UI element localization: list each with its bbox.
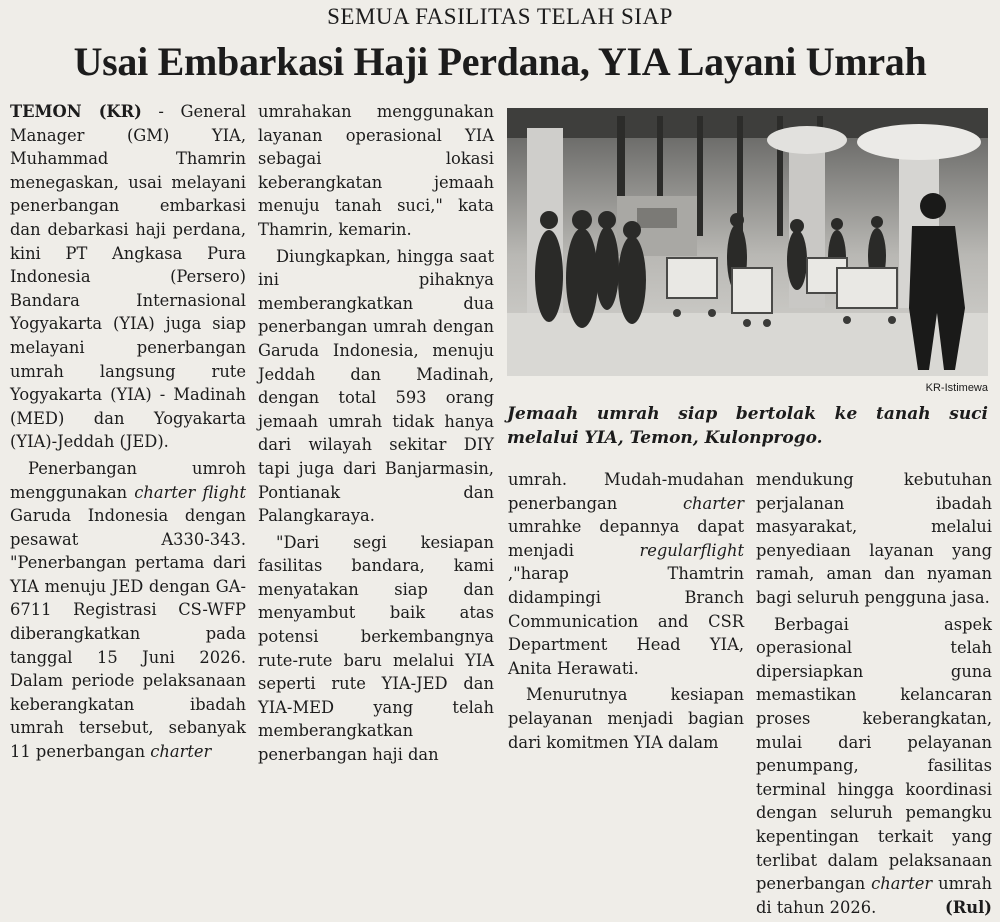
lead-text: - General Manager (GM) YIA, Muhammad Thamrin menegaskan, usai melayani penerbangan embarkasi dan debarkasi haji perdana, kini PT Angkasa Pura Indonesia (Persero) Bandara Internasional Yogyakarta (YIA) juga siap melayani penerbangan umrah langsung rute Yogyakarta (YIA) - Madinah (MED) dan Yogyakarta (YIA)-Jeddah (JED).: [10, 102, 246, 452]
paragraph-2: [258, 100, 494, 242]
article-column-4: [756, 468, 992, 922]
photo-caption: Jemaah umrah siap bertolak ke tanah suci melalui YIA, Temon, Kulonprogo.: [507, 404, 988, 448]
text: "Dari segi kesiapan fasilitas bandara, kami menyatakan siap dan menyambut baik atas potensi berkembangnya rute-rute baru melalui YIA seperti rute YIA-JED dan YIA-MED yang telah memberangkatkan penerbangan haji dan: [258, 532, 494, 765]
text: Berbagai aspek operasional telah dipersiapkan guna memastikan kelancaran proses keberangkatan, mulai dari pelayanan penumpang, fasilitas terminal hingga koordinasi dengan seluruh pemangku kepentingan terkait yang terlibat dalam pelaksanaan penerbangan: [756, 614, 992, 894]
paragraph-5: Menurutnya kesiapan pelayanan menjadi bagian dari komitmen YIA dalam: [508, 685, 744, 752]
text: Garuda Indonesia dengan pesawat A330-343. "Penerbangan pertama dari YIA menuju JED dengan GA-6711 Registrasi CS-WFP diberangkatkan pada tanggal 15 Juni 2026. Dalam periode pelaksanaan keberangkatan ibadah umrah tersebut, sebanyak 11 penerbangan: [10, 506, 246, 762]
paragraph-4: [258, 531, 494, 767]
text: akan menggunakan layanan operasional YIA sebagai lokasi keberangkatan jemaah menuju tanah suci," kata Thamrin, kemarin.: [258, 102, 494, 239]
text: umrah: [258, 102, 312, 121]
news-photo: [507, 108, 988, 376]
italic-term: regular: [639, 540, 701, 560]
text: umrah: [508, 517, 562, 537]
paragraph-2: [10, 457, 246, 764]
article-column-2: [258, 100, 494, 770]
byline: (Rul): [945, 897, 992, 917]
headline: Usai Embarkasi Haji Perdana, YIA Layani Umrah: [73, 39, 927, 84]
kicker: SEMUA FASILITAS TELAH SIAP: [327, 4, 673, 29]
dateline: TEMON (KR): [10, 102, 142, 121]
paragraph-5: mendukung kebutuhan perjalanan ibadah masyarakat, melalui penyediaan layanan yang ramah, aman dan nyaman bagi seluruh pengguna jasa.: [756, 470, 992, 607]
text: ,": [508, 564, 521, 584]
italic-term: flight: [700, 540, 744, 560]
italic-term: charter: [150, 742, 212, 762]
text: Penerbangan umroh menggunakan: [10, 458, 246, 502]
italic-term: charter: [871, 874, 933, 894]
article-column-3: [508, 468, 744, 757]
article-column-1: [10, 100, 246, 767]
paragraph-4: [508, 468, 744, 680]
italic-term: charter flight: [134, 482, 246, 502]
text: umrah. Mudah-mudahan penerbangan: [508, 470, 744, 513]
lead-paragraph: [10, 100, 246, 454]
text: umrah di tahun 2026.: [756, 874, 992, 917]
airport-terminal-photo: [507, 108, 988, 376]
italic-term: charter: [682, 493, 744, 513]
paragraph-3: Diungkapkan, hingga saat ini pihaknya memberangkatkan dua penerbangan umrah dengan Garuda Indonesia, menuju Jeddah dan Madinah, dengan total 593 orang jemaah umrah tidak hanya dari wilayah sekitar DIY tapi juga dari Banjarmasin, Pontianak dan Palangkaraya.: [258, 246, 494, 526]
text: harap Thamtrin didampingi Branch Communication and CSR Department Head YIA, Anita Herawati.: [508, 564, 744, 678]
paragraph-6: [756, 613, 992, 920]
photo-credit: KR-Istimewa: [925, 382, 988, 394]
text: ke depannya dapat menjadi: [508, 517, 744, 560]
